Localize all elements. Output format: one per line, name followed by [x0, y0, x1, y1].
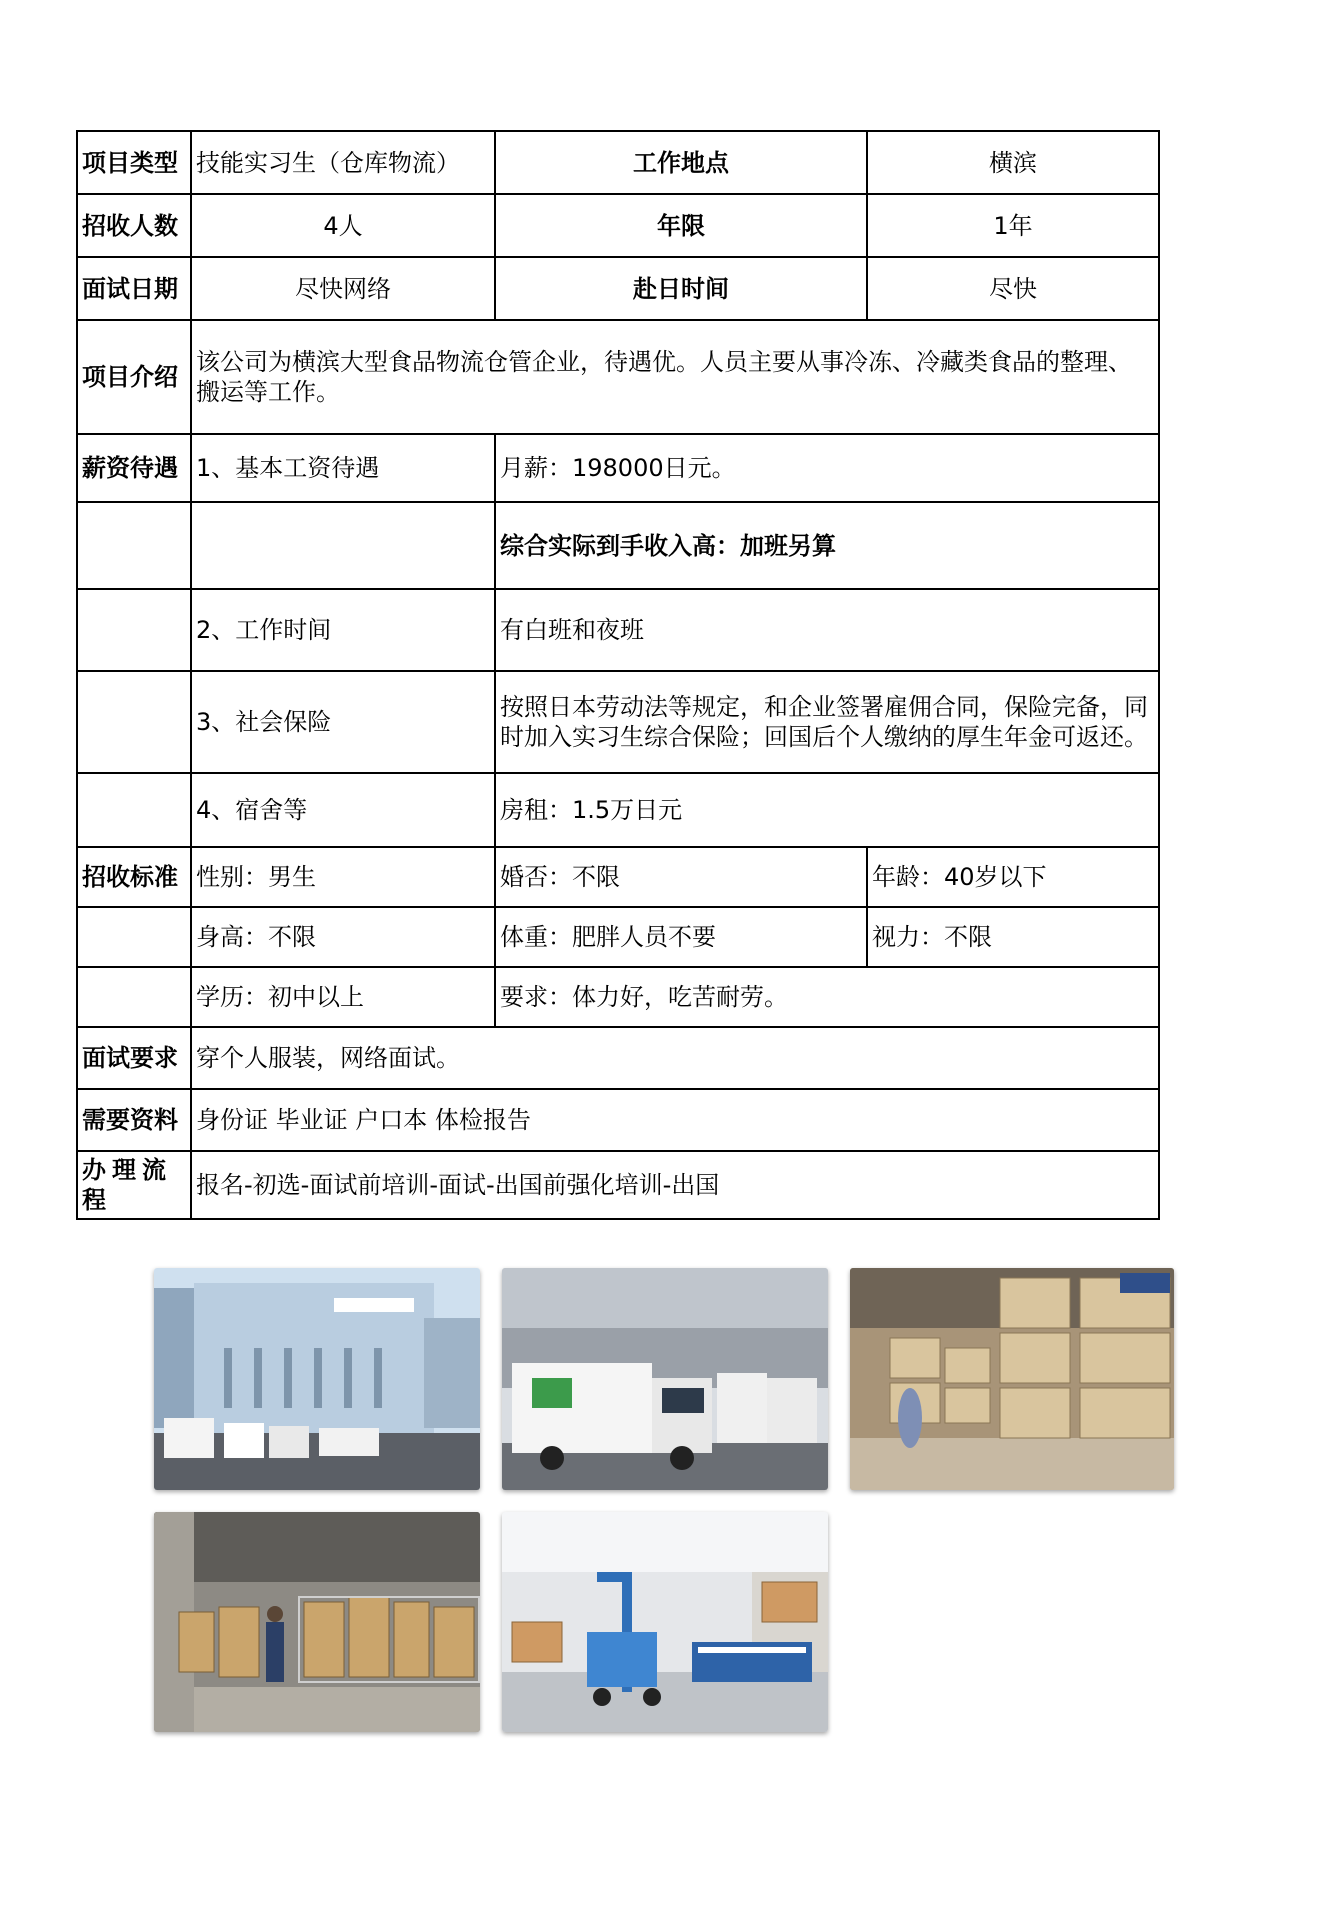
work-location-label: 工作地点 — [495, 131, 867, 194]
standard-age: 年龄：40岁以下 — [867, 847, 1159, 907]
table-row — [77, 907, 1159, 967]
standard-weight: 体重：肥胖人员不要 — [495, 907, 867, 967]
interview-requirement-text: 穿个人服装，网络面试。 — [191, 1027, 1159, 1089]
standard-education: 学历：初中以上 — [191, 967, 495, 1027]
table-row — [77, 131, 1159, 194]
table-row — [77, 671, 1159, 773]
term-label: 年限 — [495, 194, 867, 257]
salary-label: 薪资待遇 — [77, 434, 191, 502]
process-text: 报名-初选-面试前培训-面试-出国前强化培训-出国 — [191, 1151, 1159, 1219]
table-row — [77, 773, 1159, 847]
headcount-value: 4人 — [191, 194, 495, 257]
empty-cell — [77, 671, 191, 773]
standard-marriage: 婚否：不限 — [495, 847, 867, 907]
process-label: 办理流程 — [77, 1151, 191, 1219]
table-row — [77, 320, 1159, 434]
standard-vision: 视力：不限 — [867, 907, 1159, 967]
table-row — [77, 847, 1159, 907]
term-value: 1年 — [867, 194, 1159, 257]
table-row — [77, 502, 1159, 589]
table-row — [77, 194, 1159, 257]
headcount-label: 招收人数 — [77, 194, 191, 257]
salary-detail-monthly: 月薪：198000日元。 — [495, 434, 1159, 502]
documents-label: 需要资料 — [77, 1089, 191, 1151]
work-location-value: 横滨 — [867, 131, 1159, 194]
project-type-label: 项目类型 — [77, 131, 191, 194]
departure-time-value: 尽快 — [867, 257, 1159, 320]
table-row — [77, 257, 1159, 320]
salary-item-basic: 1、基本工资待遇 — [191, 434, 495, 502]
empty-cell — [191, 502, 495, 589]
warehouse-shelves-photo — [850, 1268, 1174, 1490]
project-intro-text: 该公司为横滨大型食品物流仓管企业，待遇优。人员主要从事冷冻、冷藏类食品的整理、搬运等工作。 — [191, 320, 1159, 434]
recruitment-sheet — [76, 130, 1158, 1220]
table-row — [77, 1089, 1159, 1151]
empty-cell — [77, 773, 191, 847]
salary-item-insurance: 3、社会保险 — [191, 671, 495, 773]
interview-date-value: 尽快网络 — [191, 257, 495, 320]
interview-date-label: 面试日期 — [77, 257, 191, 320]
salary-item-hours: 2、工作时间 — [191, 589, 495, 671]
recruitment-table — [76, 130, 1160, 1220]
empty-cell — [77, 589, 191, 671]
cargo-carts-photo — [154, 1512, 480, 1732]
standard-height: 身高：不限 — [191, 907, 495, 967]
standard-gender: 性别：男生 — [191, 847, 495, 907]
interview-requirement-label: 面试要求 — [77, 1027, 191, 1089]
table-row — [77, 434, 1159, 502]
departure-time-label: 赴日时间 — [495, 257, 867, 320]
warehouse-building-photo — [154, 1268, 480, 1490]
forklift-photo — [502, 1512, 828, 1732]
standard-label: 招收标准 — [77, 847, 191, 907]
documents-text: 身份证 毕业证 户口本 体检报告 — [191, 1089, 1159, 1151]
salary-detail-hours: 有白班和夜班 — [495, 589, 1159, 671]
delivery-trucks-photo — [502, 1268, 828, 1490]
salary-detail-dorm: 房租：1.5万日元 — [495, 773, 1159, 847]
empty-cell — [77, 502, 191, 589]
project-intro-label: 项目介绍 — [77, 320, 191, 434]
project-type-value: 技能实习生（仓库物流） — [191, 131, 495, 194]
table-row — [77, 1151, 1159, 1219]
table-row — [77, 589, 1159, 671]
empty-cell — [77, 967, 191, 1027]
standard-requirement: 要求：体力好，吃苦耐劳。 — [495, 967, 1159, 1027]
salary-highlight: 综合实际到手收入高：加班另算 — [495, 502, 1159, 589]
table-row — [77, 1027, 1159, 1089]
salary-item-dorm: 4、宿舍等 — [191, 773, 495, 847]
table-row — [77, 967, 1159, 1027]
salary-detail-insurance: 按照日本劳动法等规定，和企业签署雇佣合同，保险完备，同时加入实习生综合保险；回国后个人缴纳的厚生年金可返还。 — [495, 671, 1159, 773]
empty-cell — [77, 907, 191, 967]
